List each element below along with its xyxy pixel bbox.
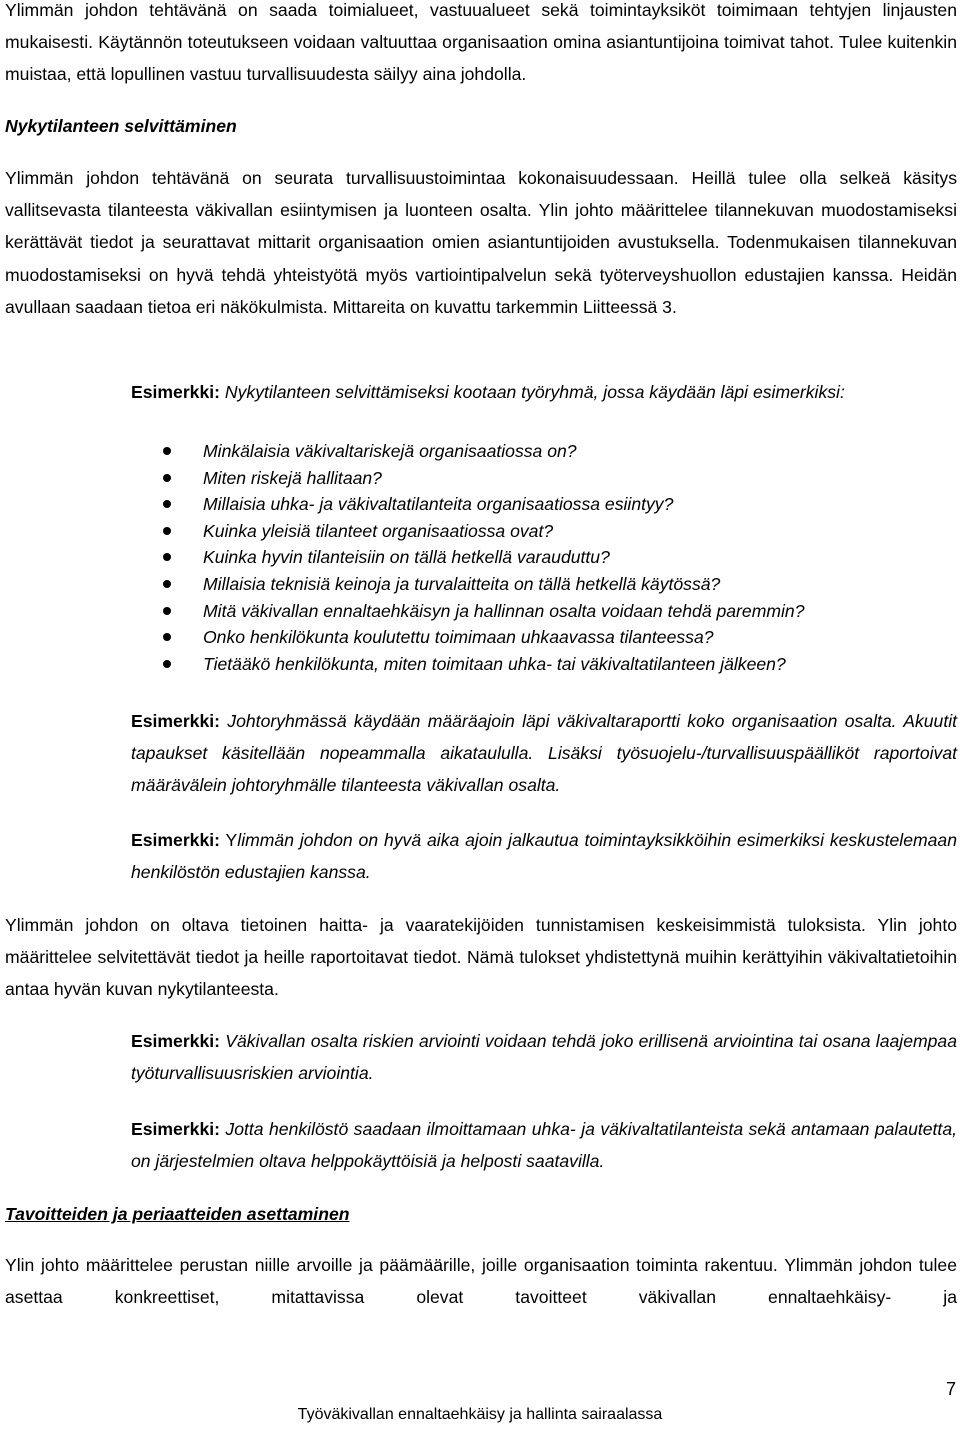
example-label: Esimerkki: xyxy=(131,382,220,402)
section-heading-goals: Tavoitteiden ja periaatteiden asettaminen xyxy=(5,1204,350,1224)
bullet-icon xyxy=(163,527,171,535)
section-heading-current-state: Nykytilanteen selvittäminen xyxy=(5,116,237,136)
list-item xyxy=(160,465,805,492)
example-text: limmän johdon on hyvä aika ajoin jalkautua toimintayksikköihin esimerkiksi keskustelemaan henkilöstön edustajien kanssa. xyxy=(131,830,957,883)
example-risk-assessment xyxy=(131,1025,957,1089)
goals-paragraph: Ylin johto määrittelee perustan niille arvoille ja päämäärille, joille organisaation toiminta rakentuu. Ylimmän johdon tulee asettaa konkreettiset, mitattavissa olevat tavoitteet väkivallan ennaltaehkäisy- ja xyxy=(5,1255,957,1308)
bullet-icon xyxy=(163,474,171,482)
example-violence-report xyxy=(131,705,957,802)
example-label: Esimerkki: xyxy=(131,711,220,731)
footer-title: Työväkivallan ennaltaehkäisy ja hallinta sairaalassa xyxy=(297,1406,663,1423)
list-item xyxy=(160,651,805,678)
list-item xyxy=(160,518,805,545)
question-list xyxy=(160,438,805,677)
example-label: Esimerkki: xyxy=(131,1031,220,1051)
example-workgroup xyxy=(131,376,957,408)
list-item-text: Millaisia teknisiä keinoja ja turvalaitteita on tällä hetkellä käytössä? xyxy=(203,573,721,594)
list-item xyxy=(160,438,805,465)
page-number: 7 xyxy=(945,1379,956,1399)
bullet-icon xyxy=(163,660,171,668)
bullet-icon xyxy=(163,500,171,508)
example-label: Esimerkki: xyxy=(131,830,220,850)
risk-results-paragraph: Ylimmän johdon on oltava tietoinen haitta- ja vaaratekijöiden tunnistamisen keskeisimmistä tuloksista. Ylin johto määrittelee selvitettävät tiedot ja heille raportoitavat tiedot. Nämä tulokset yhdistettynä muihin kerättyihin väkivaltatietoihin antaa hyvän kuvan nykytilanteesta. xyxy=(5,915,957,1000)
list-item xyxy=(160,598,805,625)
bullet-icon xyxy=(163,447,171,455)
example-text: Väkivallan osalta riskien arviointi voidaan tehdä joko erillisenä arviointina tai osana laajempaa työturvallisuusriskien arviointia. xyxy=(131,1031,957,1084)
example-management-visits xyxy=(131,824,957,888)
example-text: Johtoryhmässä käydään määräajoin läpi väkivaltaraportti koko organisaation osalta. Akuutit tapaukset käsitellään nopeammalla aikataululla. Lisäksi työsuojelu-/turvallisuuspäälliköt raportoivat määrävälein johtoryhmälle tilanteesta väkivallan osalta. xyxy=(131,711,957,796)
intro-paragraph: Ylimmän johdon tehtävänä on saada toimialueet, vastuualueet sekä toimintayksiköt toimimaan tehtyjen linjausten mukaisesti. Käytännön toteutukseen voidaan valtuuttaa organisaation omina asiantuntijoina toimivat tahot. Tulee kuitenkin muistaa, että lopullinen vastuu turvallisuudesta säilyy aina johdolla. xyxy=(5,0,957,85)
list-item xyxy=(160,544,805,571)
list-item xyxy=(160,624,805,651)
bullet-icon xyxy=(163,553,171,561)
list-item-text: Millaisia uhka- ja väkivaltatilanteita organisaatiossa esiintyy? xyxy=(203,494,674,515)
list-item xyxy=(160,491,805,518)
list-item-text: Mitä väkivallan ennaltaehkäisyn ja hallinnan osalta voidaan tehdä paremmin? xyxy=(203,600,805,621)
list-item-text: Tietääkö henkilökunta, miten toimitaan uhka- tai väkivaltatilanteen jälkeen? xyxy=(203,653,786,674)
bullet-icon xyxy=(163,633,171,641)
bullet-icon xyxy=(163,580,171,588)
list-item-text: Minkälaisia väkivaltariskejä organisaatiossa on? xyxy=(203,441,577,461)
list-item xyxy=(160,571,805,598)
bullet-icon xyxy=(163,607,171,615)
list-item-text: Onko henkilökunta koulutettu toimimaan uhkaavassa tilanteessa? xyxy=(203,627,714,648)
example-label: Esimerkki: xyxy=(131,1119,220,1139)
example-text-start: Y xyxy=(220,830,238,850)
current-state-paragraph: Ylimmän johdon tehtävänä on seurata turvallisuustoimintaa kokonaisuudessaan. Heillä tulee olla selkeä käsitys vallitsevasta tilanteesta väkivallan esiintymisen ja luonteen osalta. Ylin johto määrittelee tilannekuvan muodostamiseksi kerättävät tiedot ja seurattavat mittarit organisaation omien asiantuntijoiden avustuksella. Todenmukaisen tilannekuvan muodostamiseksi on hyvä tehdä yhteistyötä myös vartiointipalvelun sekä työterveyshuollon edustajien kanssa. Heidän avullaan saadaan tietoa eri näkökulmista. Mittareita on kuvattu tarkemmin Liitteessä 3. xyxy=(5,168,957,317)
list-item-text: Kuinka hyvin tilanteisiin on tällä hetkellä varauduttu? xyxy=(203,547,610,568)
list-item-text: Kuinka yleisiä tilanteet organisaatiossa ovat? xyxy=(203,520,554,541)
example-text: Nykytilanteen selvittämiseksi kootaan työryhmä, jossa käydään läpi esimerkiksi: xyxy=(220,382,845,402)
list-item-text: Miten riskejä hallitaan? xyxy=(203,467,382,488)
example-text: Jotta henkilöstö saadaan ilmoittamaan uhka- ja väkivaltatilanteista sekä antamaan palautetta, on järjestelmien oltava helppokäyttöisiä ja helposti saatavilla. xyxy=(131,1119,957,1172)
example-reporting-systems xyxy=(131,1113,957,1177)
